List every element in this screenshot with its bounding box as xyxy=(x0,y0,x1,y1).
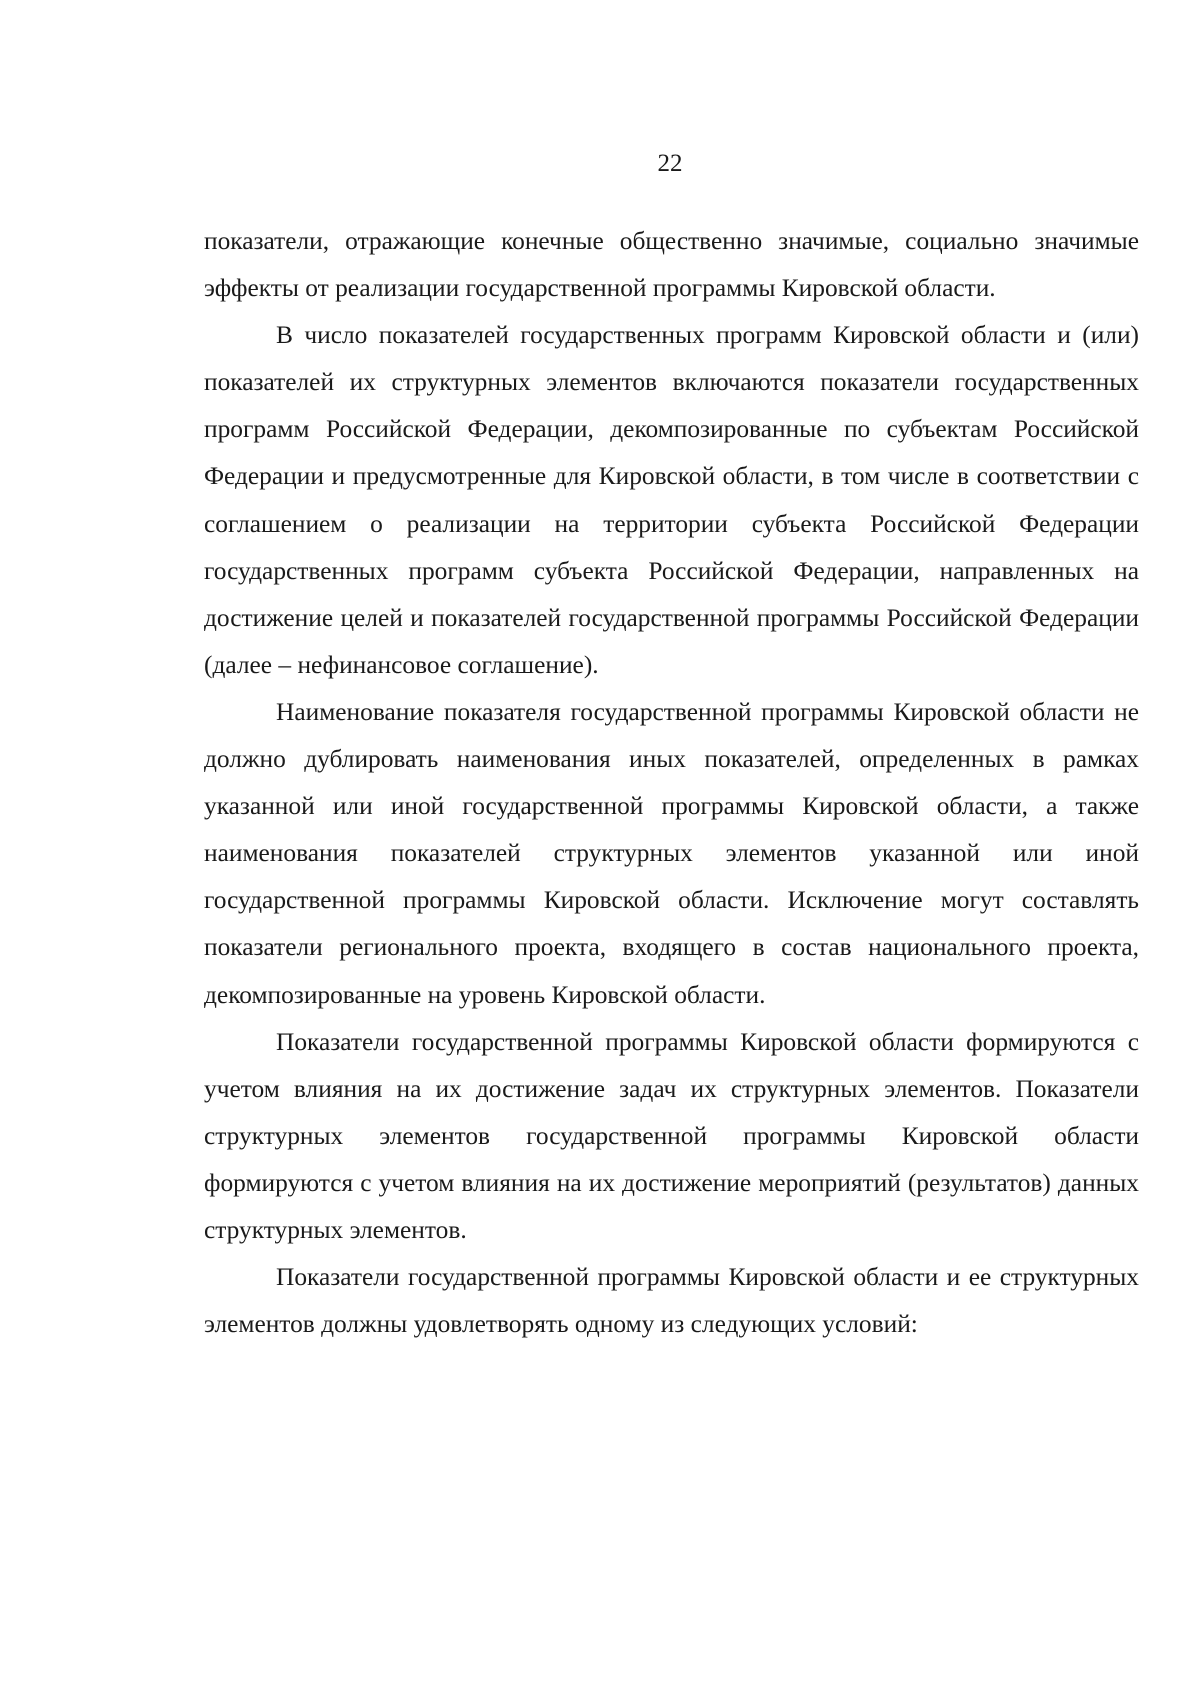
paragraph-indicator-naming: Наименование показателя государственной программы Кировской области не должно дублировать наименования иных показателей, определенных в рамках указанной или иной государственной программы Кировской области, а также наименования показателей структурных элементов указанной или иной государственной программы Кировской области. Исключение могут составлять показатели регионального проекта, входящего в состав национального проекта, декомпозированные на уровень Кировской области. xyxy=(204,697,1139,1009)
page-number: 22 xyxy=(657,150,683,177)
document-body xyxy=(204,218,1139,1348)
paragraph-indicator-formation: Показатели государственной программы Кировской области формируются с учетом влияния на их достижение задач их структурных элементов. Показатели структурных элементов государственной программы Кировской области формируются с учетом влияния на их достижение мероприятий (результатов) данных структурных элементов. xyxy=(204,1027,1139,1244)
paragraph-indicator-conditions: Показатели государственной программы Кировской области и ее структурных элементов должны удовлетворять одному из следующих условий: xyxy=(204,1263,1139,1339)
paragraph-indicators-inclusion: В число показателей государственных программ Кировской области и (или) показателей их структурных элементов включаются показатели государственных программ Российской Федерации, декомпозированные по субъектам Российской Федерации и предусмотренные для Кировской области, в том числе в соответствии с соглашением о реализации на территории субъекта Российской Федерации государственных программ субъекта Российской Федерации, направленных на достижение целей и показателей государственной программы Российской Федерации (далее – нефинансовое соглашение). xyxy=(204,321,1139,679)
paragraph-continuation: показатели, отражающие конечные общественно значимые, социально значимые эффекты от реализации государственной программы Кировской области. xyxy=(204,227,1139,303)
